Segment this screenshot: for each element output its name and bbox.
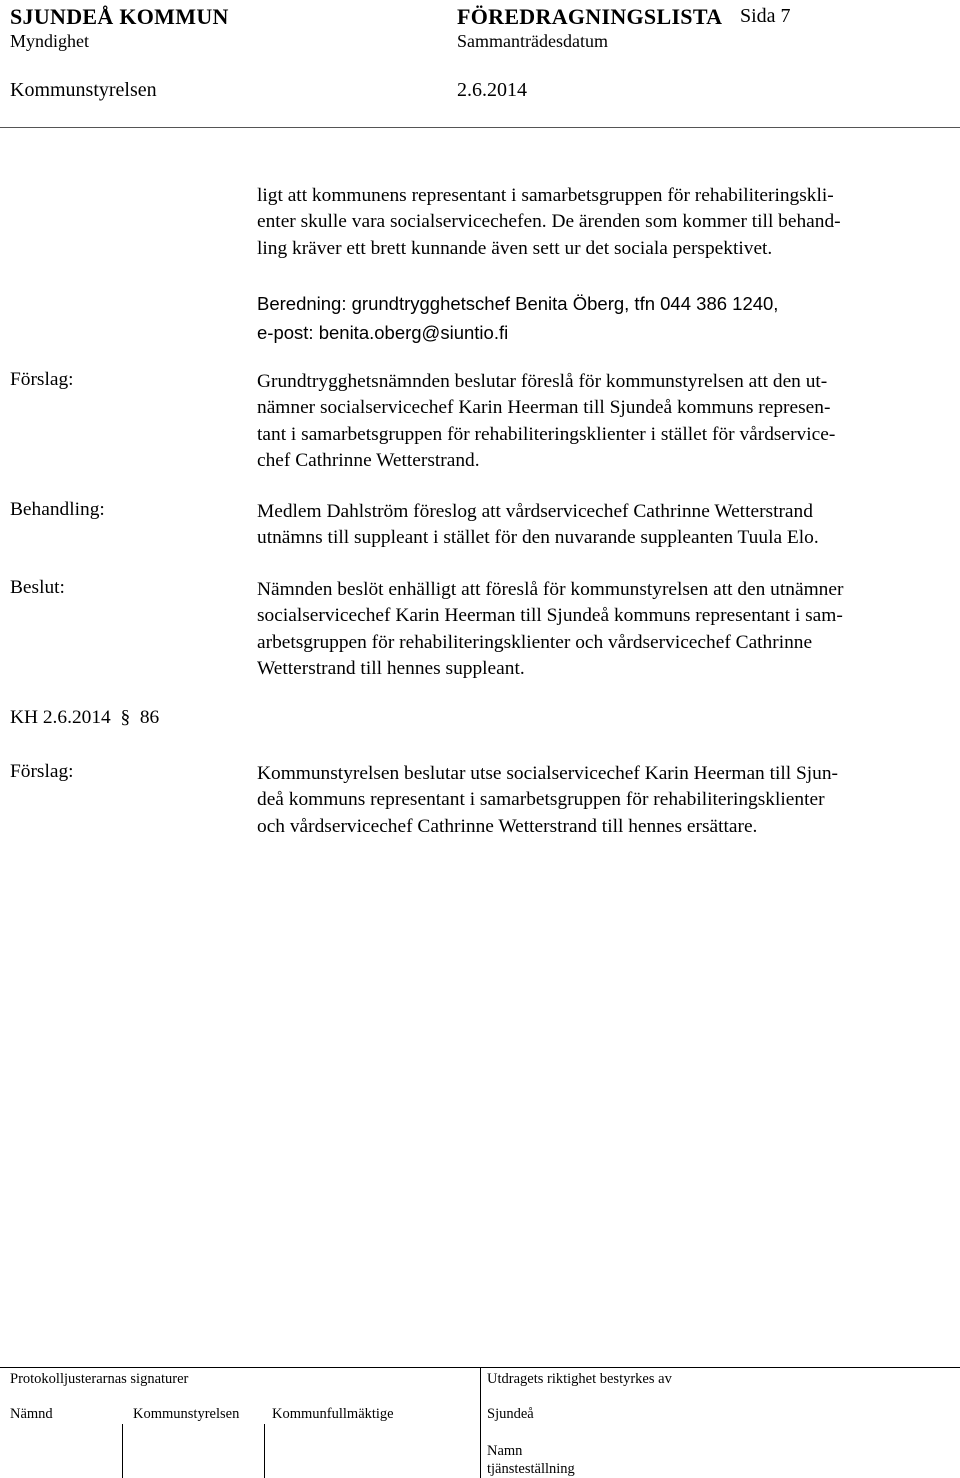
kh-proposal-line: och vårdservicechef Cathrinne Wetterstrand till hennes ersättare. — [257, 815, 758, 837]
proposal-line: chef Cathrinne Wetterstrand. — [257, 450, 480, 472]
decision-line: Wetterstrand till hennes suppleant. — [257, 658, 525, 680]
kh-section-heading — [10, 707, 159, 729]
decision-line: arbetsgruppen för rehabiliteringsklienter och vårdservicechef Cathrinne — [257, 631, 813, 653]
proposal-label: Förslag: — [10, 369, 74, 390]
intro-line: ligt att kommunens representant i samarbetsgruppen för rehabiliteringskli- — [257, 185, 834, 206]
signatures-label: Protokolljusterarnas signaturer — [10, 1371, 189, 1387]
meeting-date: 2.6.2014 — [457, 79, 527, 101]
proposal-line: tant i samarbetsgruppen för rehabiliteringsklienter i stället för vårdservice- — [257, 423, 836, 445]
certification-label: Utdragets riktighet bestyrkes av — [487, 1371, 672, 1387]
handling-line: Medlem Dahlström föreslog att vårdservicechef Cathrinne Wetterstrand — [257, 501, 813, 522]
handling-label: Behandling: — [10, 499, 105, 520]
preparation-line: e-post: benita.oberg@siuntio.fi — [257, 322, 509, 343]
footer-col-kommunfullmaktige: Kommunfullmäktige — [272, 1406, 394, 1422]
footer-col-sjundea: Sjundeå — [487, 1406, 534, 1422]
kh-reference: KH 2.6.2014 — [10, 707, 111, 728]
kh-proposal-label: Förslag: — [10, 761, 74, 782]
footer-center-divider — [480, 1367, 481, 1478]
kh-proposal-line: Kommunstyrelsen beslutar utse socialservicechef Karin Heerman till Sjun- — [257, 763, 839, 784]
handling-paragraph — [257, 499, 947, 552]
decision-line: Nämnden beslöt enhälligt att föreslå för kommunstyrelsen att den utnämner — [257, 579, 844, 600]
decision-paragraph — [257, 577, 947, 683]
document-title: FÖREDRAGNINGSLISTA — [457, 4, 723, 29]
decision-line: socialservicechef Karin Heerman till Sjundeå kommuns representant i sam- — [257, 605, 843, 627]
preparation-paragraph — [257, 289, 947, 347]
kh-section-number: 86 — [139, 707, 160, 728]
footer-name-label: Namn — [487, 1443, 523, 1459]
proposal-line: nämner socialservicechef Karin Heerman till Sjundeå kommuns represen- — [257, 397, 831, 419]
proposal-line: Grundtrygghetsnämnden beslutar föreslå för kommunstyrelsen att den ut- — [257, 371, 828, 392]
header-divider — [0, 127, 960, 128]
page-number: Sida 7 — [740, 5, 791, 27]
handling-line: utnämns till suppleant i stället för den nuvarande suppleanten Tuula Elo. — [257, 527, 819, 549]
decision-label: Beslut: — [10, 577, 65, 598]
footer-divider — [122, 1424, 123, 1478]
intro-line: enter skulle vara socialservicechefen. De ärenden som kommer till behand- — [257, 211, 841, 233]
kh-proposal-paragraph — [257, 761, 947, 840]
footer-divider — [264, 1424, 265, 1478]
intro-paragraph — [257, 183, 947, 262]
kh-proposal-line: deå kommuns representant i samarbetsgruppen för rehabiliteringsklienter — [257, 789, 825, 811]
preparation-line: Beredning: grundtrygghetschef Benita Öberg, tfn 044 386 1240, — [257, 293, 779, 314]
footer-position-label: tjänsteställning — [487, 1461, 575, 1477]
proposal-paragraph — [257, 369, 947, 475]
authority-name: Kommunstyrelsen — [10, 79, 157, 101]
meeting-date-label: Sammanträdesdatum — [457, 31, 608, 51]
authority-label: Myndighet — [10, 31, 89, 51]
organization-name: SJUNDEÅ KOMMUN — [10, 4, 229, 29]
footer-col-namnd: Nämnd — [10, 1406, 53, 1422]
footer-col-kommunstyrelsen: Kommunstyrelsen — [133, 1406, 240, 1422]
intro-line: ling kräver ett brett kunnande även sett ur det sociala perspektivet. — [257, 237, 773, 259]
section-sign-icon: § — [115, 707, 135, 728]
